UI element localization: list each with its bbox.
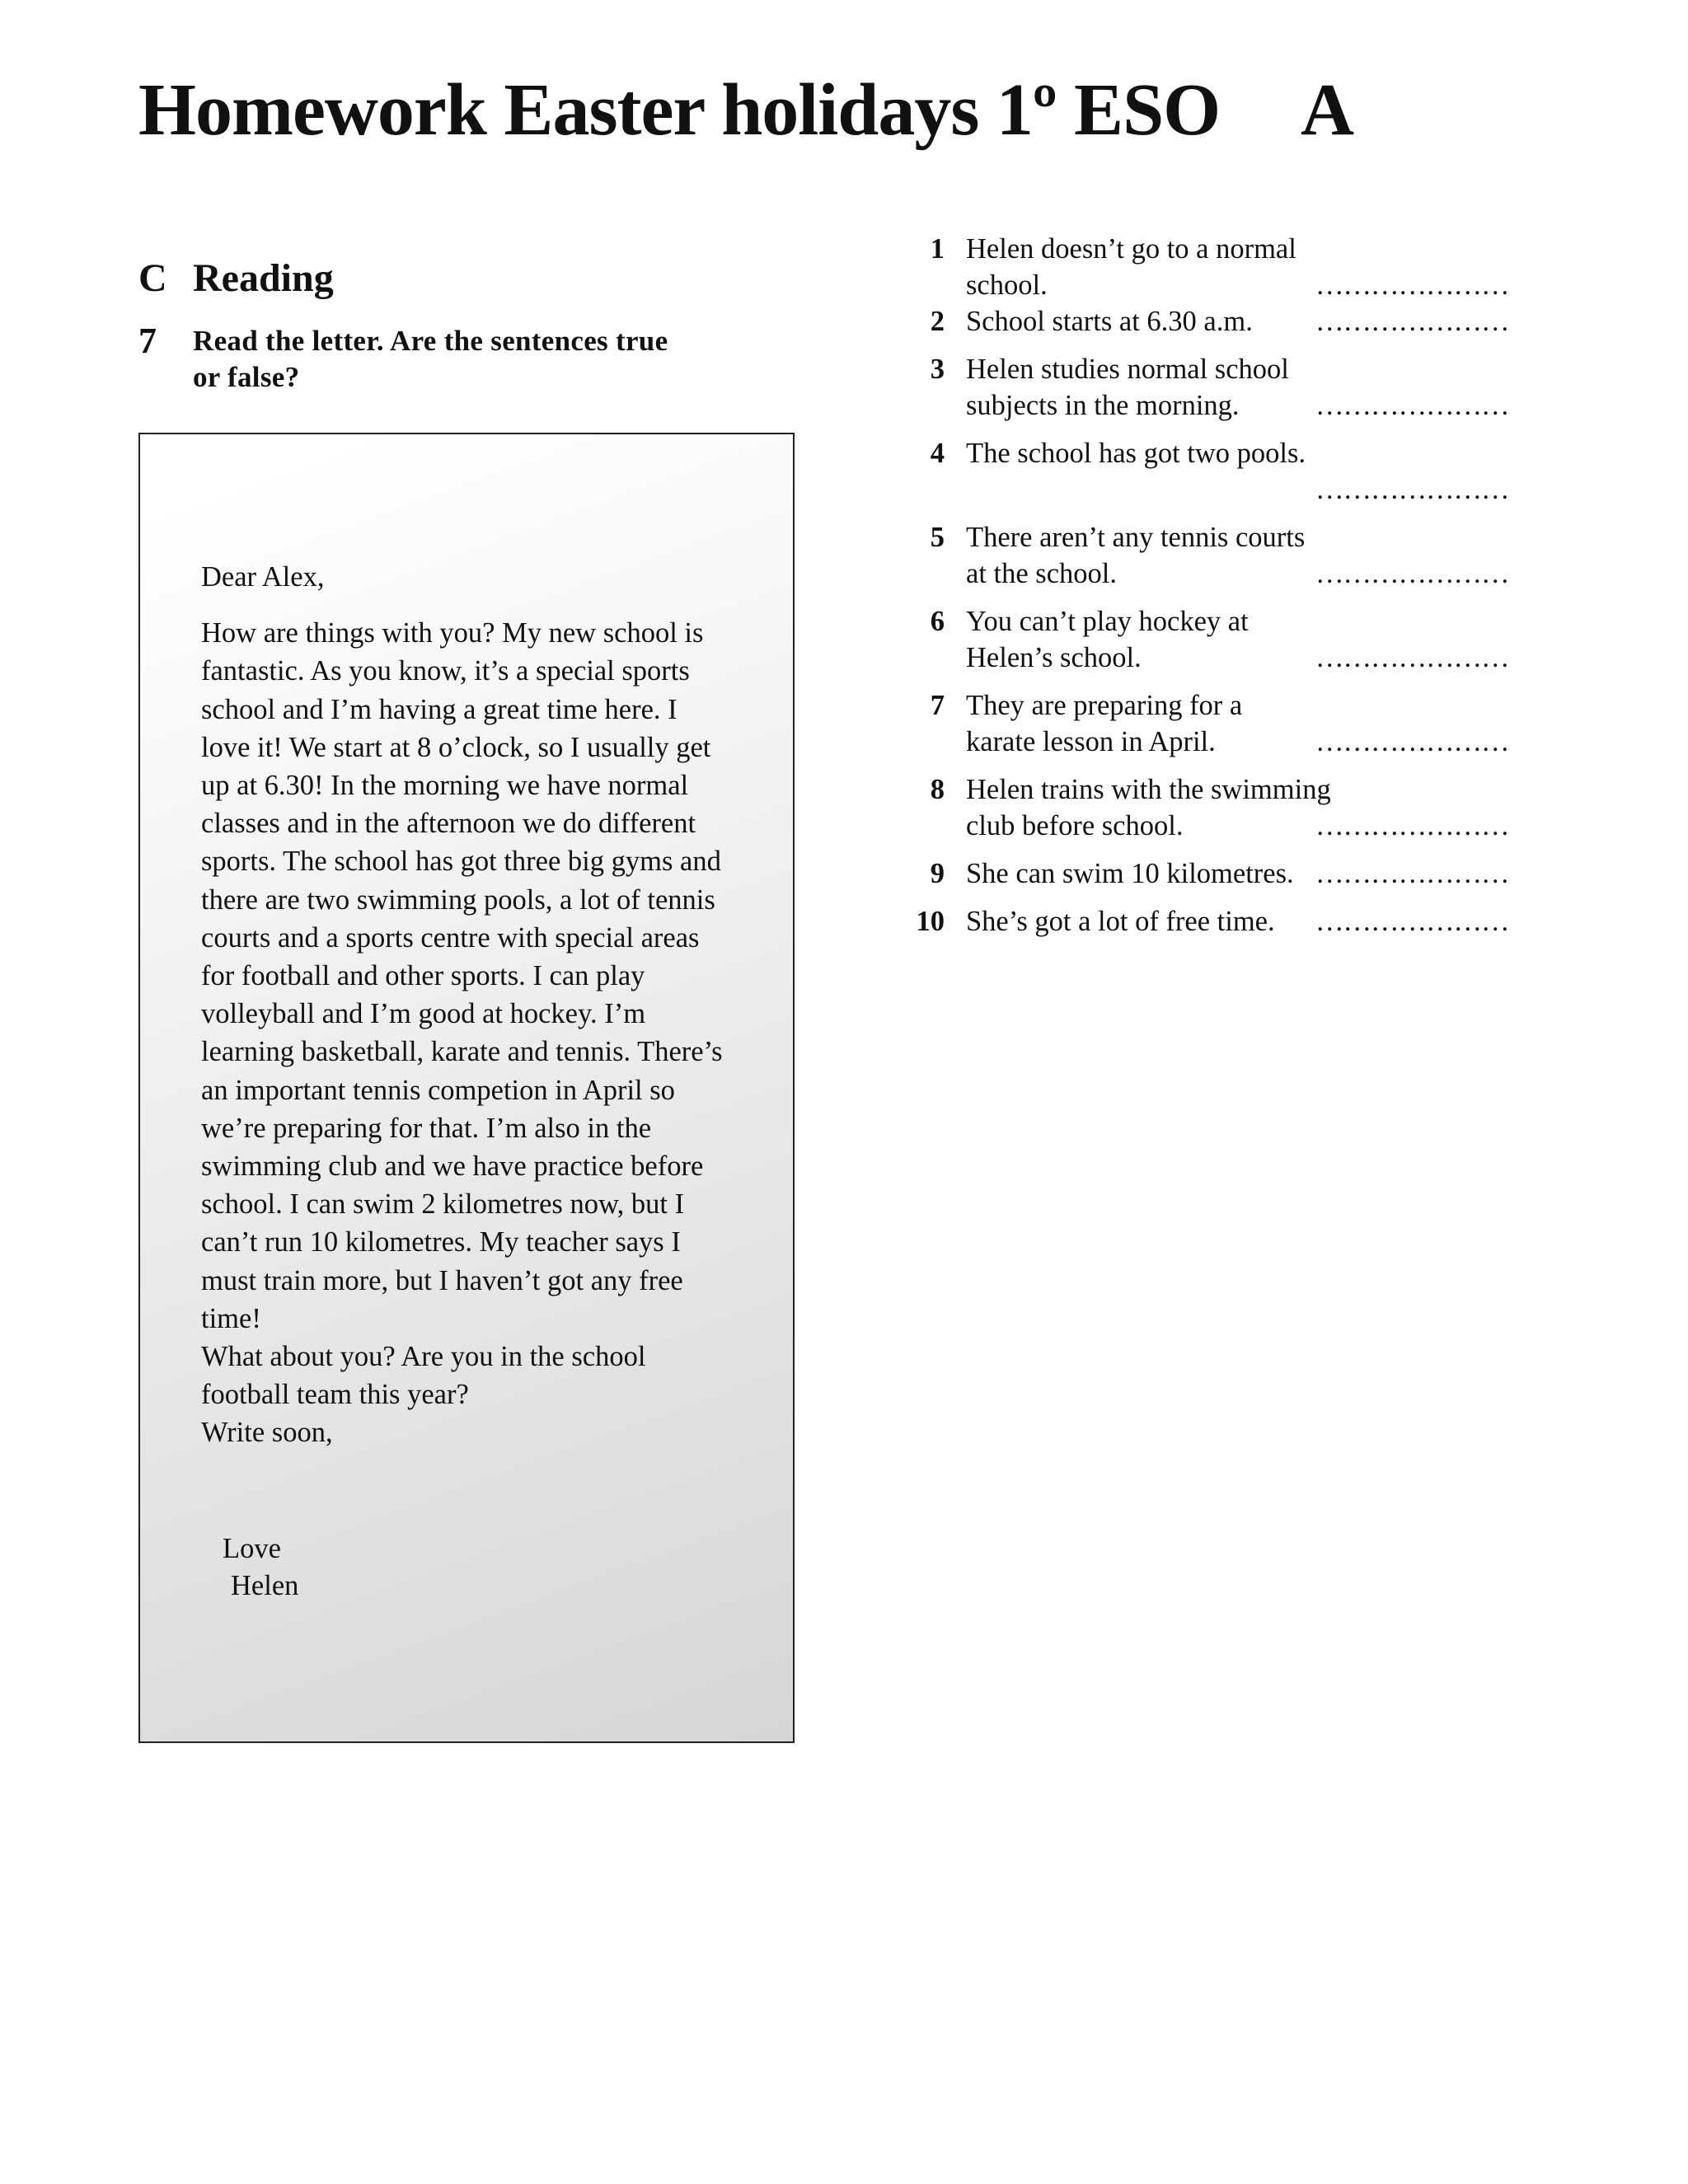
letter-body [201,558,770,1452]
worksheet-title [138,68,1353,152]
letter-line: Write soon, [201,1417,333,1449]
answer-blank[interactable]: ………………… [1315,306,1509,337]
question-text-continued: club before school. [966,810,1184,841]
answer-blank[interactable]: ………………… [1315,906,1509,937]
version-label: A [1301,69,1353,151]
letter-line: time! [201,1302,261,1334]
letter-line: swimming club and we have practice before [201,1151,704,1183]
section-letter: C [138,256,167,300]
letter-line: football team this year? [201,1379,469,1411]
letter-line: What about you? Are you in the school [201,1341,646,1373]
exercise-number: 7 [138,321,157,361]
question-text-continued: subjects in the morning. [966,390,1240,421]
letter-signature: Helen [231,1570,299,1601]
question-number: 10 [916,906,945,937]
answer-blank[interactable]: ………………… [1315,558,1509,589]
question-number: 2 [930,306,945,337]
letter-greeting: Dear Alex, [201,561,325,593]
answer-blank[interactable]: ………………… [1315,810,1509,841]
letter-line: an important tennis competion in April so [201,1074,675,1106]
question-number: 6 [930,606,945,637]
question-text: School starts at 6.30 a.m. [966,306,1253,337]
question-number: 8 [930,774,945,805]
question-number: 1 [930,233,945,265]
question-text-continued: Helen’s school. [966,642,1142,673]
question-text: The school has got two pools. [966,438,1306,469]
letter-line: there are two swimming pools, a lot of tennis [201,883,715,916]
question-text: She can swim 10 kilometres. [966,858,1294,889]
question-number: 5 [930,522,945,553]
section-heading [138,255,334,301]
letter-line: school. I can swim 2 kilometres now, but I [201,1188,685,1221]
answer-blank[interactable]: ………………… [1315,269,1509,301]
letter-line: volleyball and I’m good at hockey. I’m [201,998,646,1030]
question-text: They are preparing for a [966,690,1243,721]
question-text-continued: at the school. [966,558,1117,589]
letter-line: fantastic. As you know, it’s a special sports [201,655,690,687]
letter-closing [223,1530,298,1605]
letter-line: sports. The school has got three big gyms and [201,846,721,878]
title-text: Homework Easter holidays 1º ESO [138,69,1221,151]
question-text: There aren’t any tennis courts [966,522,1306,553]
letter-line: How are things with you? My new school is [201,617,704,649]
letter-line: can’t run 10 kilometres. My teacher says I [201,1226,681,1258]
answer-blank[interactable]: ………………… [1315,642,1509,673]
letter-line: school and I’m having a great time here. I [201,693,678,725]
letter-line: courts and a sports centre with special areas [201,921,700,954]
question-text-continued: karate lesson in April. [966,726,1216,757]
question-number: 4 [930,438,945,469]
question-text: Helen trains with the swimming [966,774,1331,805]
question-number: 7 [930,690,945,721]
letter-line: up at 6.30! In the morning we have normal [201,770,689,802]
section-name: Reading [193,256,334,300]
question-number: 3 [930,354,945,385]
question-number: 9 [930,858,945,889]
letter-box [138,433,795,1743]
letter-line: love it! We start at 8 o’clock, so I usually get [201,731,711,763]
exercise-instruction [193,323,720,396]
question-text-continued: school. [966,269,1048,301]
question-text: She’s got a lot of free time. [966,906,1275,937]
answer-blank[interactable]: ………………… [1315,858,1509,889]
letter-line: learning basketball, karate and tennis. There’s [201,1036,723,1068]
answer-blank[interactable]: ………………… [1315,390,1509,421]
instruction-line-2: or false? [193,361,300,393]
question-text: Helen doesn’t go to a normal [966,233,1296,265]
instruction-line-1: Read the letter. Are the sentences true [193,325,668,357]
question-text: Helen studies normal school [966,354,1289,385]
answer-blank[interactable]: ………………… [1315,474,1509,505]
letter-line: for football and other sports. I can play [201,960,645,992]
answer-blank[interactable]: ………………… [1315,726,1509,757]
letter-line: must train more, but I haven’t got any free [201,1264,683,1296]
letter-line: classes and in the afternoon we do different [201,808,696,840]
letter-line: we’re preparing for that. I’m also in the [201,1112,652,1144]
question-text: You can’t play hockey at [966,606,1249,637]
letter-sign-off: Love [223,1533,281,1564]
